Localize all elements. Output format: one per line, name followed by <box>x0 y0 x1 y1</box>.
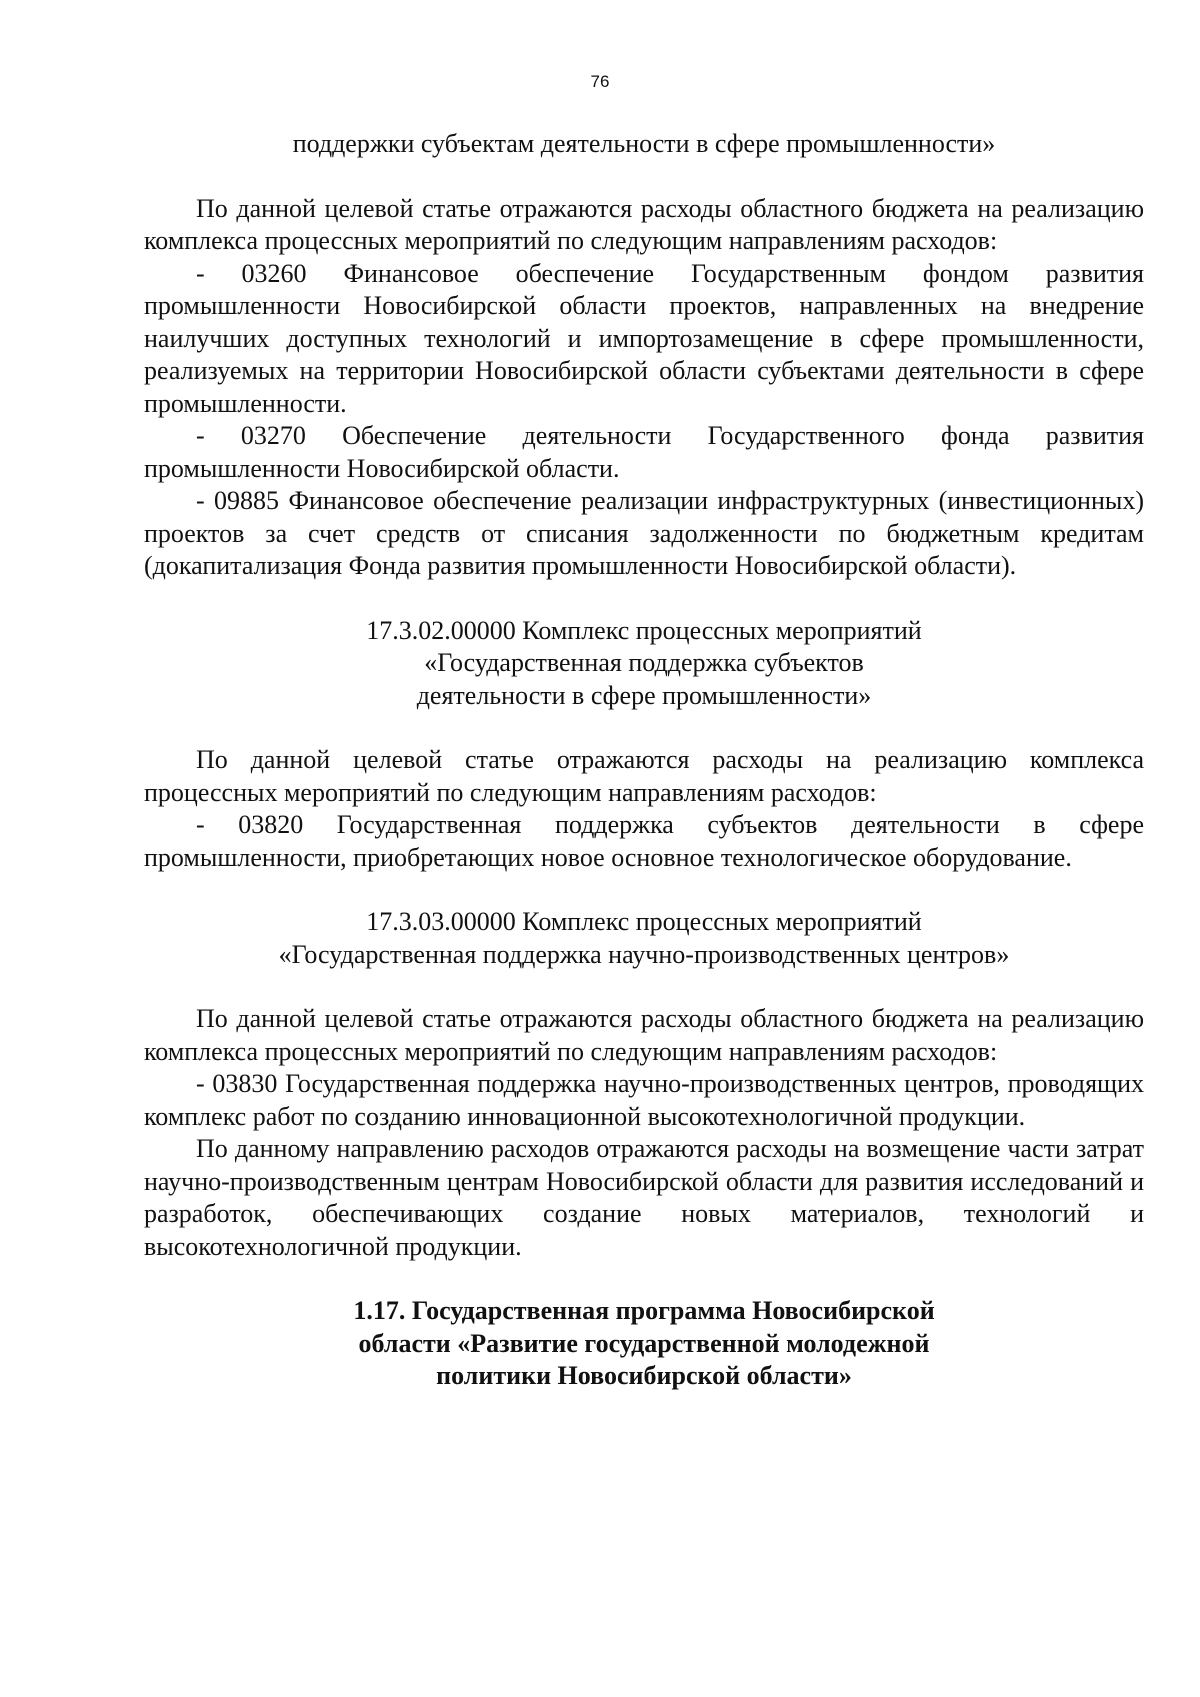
section2-heading-line: «Государственная поддержка субъектов <box>424 648 864 677</box>
section3-intro: По данной целевой статье отражаются расходы областного бюджета на реализацию комплекса процессных мероприятий по следующим направлениям расходов: <box>144 1004 1144 1066</box>
document-body <box>144 128 1144 1393</box>
section2-heading <box>144 615 1144 713</box>
section2-item-03820: - 03820 Государственная поддержка субъектов деятельности в сфере промышленности, приобретающих новое основное технологическое оборудование. <box>144 810 1144 872</box>
section1-intro: По данной целевой статье отражаются расходы областного бюджета на реализацию комплекса процессных мероприятий по следующим направлениям расходов: <box>144 193 1144 255</box>
section1-item-03270: - 03270 Обеспечение деятельности Государственного фонда развития промышленности Новосибирской области. <box>144 421 1144 483</box>
section2-intro: По данной целевой статье отражаются расходы на реализацию комплекса процессных мероприятий по следующим направлениям расходов: <box>144 745 1144 807</box>
continued-heading-line: поддержки субъектам деятельности в сфере промышленности» <box>292 129 996 158</box>
program-heading-line: политики Новосибирской области» <box>436 1361 852 1390</box>
program-heading <box>144 1295 1144 1393</box>
section1-item-09885: - 09885 Финансовое обеспечение реализации инфраструктурных (инвестиционных) проектов за счет средств от списания задолженности по бюджетным кредитам (докапитализация Фонда развития промышленности Новосибирской области). <box>144 486 1144 580</box>
section3-note: По данному направлению расходов отражаются расходы на возмещение части затрат научно-производственным центрам Новосибирской области для развития исследований и разработок, обеспечивающих создание новых материалов, технологий и высокотехнологичной продукции. <box>144 1134 1144 1261</box>
section3-heading <box>144 906 1144 971</box>
program-heading-line: области «Развитие государственной молодежной <box>358 1328 930 1358</box>
section2-heading-line: деятельности в сфере промышленности» <box>416 680 872 710</box>
program-heading-line: 1.17. Государственная программа Новосибирской <box>353 1296 935 1325</box>
section3-heading-line: «Государственная поддержка научно-производственных центров» <box>278 939 1010 969</box>
section1-item-03260: - 03260 Финансовое обеспечение Государственным фондом развития промышленности Новосибирской области проектов, направленных на внедрение наилучших доступных технологий и импортозамещение в сфере промышленности, реализуемых на территории Новосибирской области субъектами деятельности в сфере промышленности. <box>144 258 1144 418</box>
section2-heading-line: 17.3.02.00000 Комплекс процессных мероприятий <box>366 615 922 645</box>
section3-item-03830: - 03830 Государственная поддержка научно-производственных центров, проводящих комплекс работ по созданию инновационной высокотехнологичной продукции. <box>144 1069 1144 1131</box>
section3-heading-line: 17.3.03.00000 Комплекс процессных мероприятий <box>366 907 922 936</box>
page-number: 76 <box>590 72 610 91</box>
